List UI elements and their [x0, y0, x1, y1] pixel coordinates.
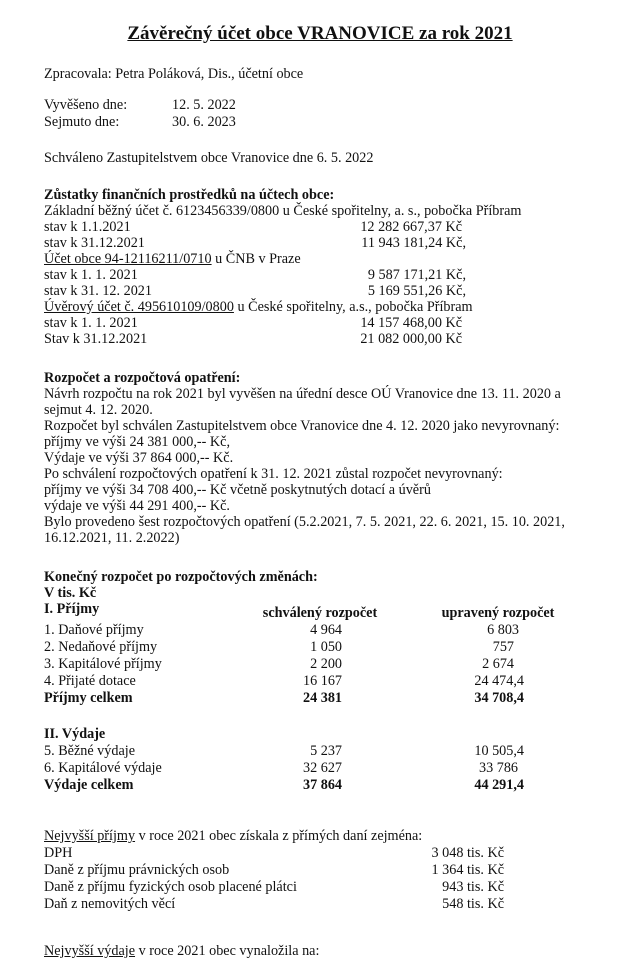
table-cell-approved: 32 627 [302, 760, 342, 776]
budget-line: Rozpočet byl schválen Zastupitelstvem obce Vranovice dne 4. 12. 2020 jako nevyrovnaný: [44, 418, 560, 434]
removed-label: Sejmuto dne: [44, 114, 120, 130]
top-income-rest: v roce 2021 obec získala z přímých daní zejména: [135, 828, 423, 844]
budget-line: Návrh rozpočtu na rok 2021 byl vyvěšen na úřední desce OÚ Vranovice dne 13. 11. 2020 a [44, 386, 561, 402]
income-item-label: DPH [44, 845, 73, 861]
top-income-link[interactable]: Nejvyšší příjmy [44, 828, 136, 844]
table-row-label: 4. Přijaté dotace [44, 673, 136, 689]
loan-account-link[interactable]: Úvěrový účet č. 495610109/0800 [44, 299, 234, 315]
income-item-value: 1 364 tis. Kč [431, 862, 504, 878]
income-heading: I. Příjmy [44, 601, 100, 617]
balance-label: stav k 31.12.2021 [44, 235, 145, 251]
budget-line: příjmy ve výši 24 381 000,-- Kč, [44, 434, 230, 450]
balance-value: 12 282 667,37 Kč [360, 219, 462, 235]
budget-line: výdaje ve výši 44 291 400,-- Kč. [44, 498, 230, 514]
budget-line: Výdaje ve výši 37 864 000,-- Kč. [44, 450, 234, 466]
balance-value: 11 943 181,24 Kč, [361, 235, 466, 251]
cnb-account-rest: u ČNB v Praze [211, 251, 301, 267]
expense-total-label: Výdaje celkem [44, 777, 134, 793]
balance-label: stav k 1. 1. 2021 [44, 267, 138, 283]
table-cell-modified: 2 674 [482, 656, 514, 672]
final-budget-heading: Konečný rozpočet po rozpočtových změnách: [44, 569, 318, 585]
table-cell-approved: 2 200 [310, 656, 342, 672]
balance-value: 14 157 468,00 Kč [360, 315, 462, 331]
col-modified-header: upravený rozpočet [441, 605, 555, 621]
balance-label: stav k 31. 12. 2021 [44, 283, 152, 299]
table-row-label: 6. Kapitálové výdaje [44, 760, 162, 776]
table-row-label: 1. Daňové příjmy [44, 622, 144, 638]
posted-label: Vyvěšeno dne: [44, 97, 128, 113]
table-row-label: 3. Kapitálové příjmy [44, 656, 162, 672]
loan-account-rest: u České spořitelny, a.s., pobočka Příbram [233, 299, 473, 315]
balances-heading: Zůstatky finančních prostředků na účtech obce: [44, 187, 335, 203]
cnb-account-link[interactable]: Účet obce 94-12116211/0710 [44, 251, 212, 267]
table-cell-modified: 33 786 [478, 760, 518, 776]
expense-total-approved: 37 864 [302, 777, 342, 793]
table-cell-approved: 4 964 [310, 622, 342, 638]
balance-label: stav k 1.1.2021 [44, 219, 131, 235]
income-total-approved: 24 381 [302, 690, 342, 706]
table-row-label: 5. Běžné výdaje [44, 743, 135, 759]
budget-line: Bylo provedeno šest rozpočtových opatření (5.2.2021, 7. 5. 2021, 22. 6. 2021, 15. 10. 2021, [44, 514, 565, 530]
balance-label: stav k 1. 1. 2021 [44, 315, 138, 331]
income-item-value: 3 048 tis. Kč [431, 845, 504, 861]
balance-value: 21 082 000,00 Kč [360, 331, 462, 347]
prepared-by: Zpracovala: Petra Poláková, Dis., účetní obce [44, 66, 304, 82]
table-cell-approved: 16 167 [302, 673, 342, 689]
income-item-value: 943 tis. Kč [442, 879, 504, 895]
income-total-modified: 34 708,4 [474, 690, 524, 706]
budget-heading: Rozpočet a rozpočtová opatření: [44, 370, 241, 386]
budget-line: 16.12.2021, 11. 2.2022) [44, 530, 180, 546]
table-cell-modified: 10 505,4 [474, 743, 524, 759]
expense-heading: II. Výdaje [44, 726, 106, 742]
income-item-value: 548 tis. Kč [442, 896, 504, 912]
income-item-label: Daň z nemovitých věcí [44, 896, 176, 912]
income-item-label: Daně z příjmu fyzických osob placené plátci [44, 879, 297, 895]
basic-account-line: Základní běžný účet č. 6123456339/0800 u České spořitelny, a. s., pobočka Příbram [44, 203, 522, 219]
balance-value: 9 587 171,21 Kč, [367, 267, 466, 283]
loan-account-line [44, 299, 473, 315]
balance-label: Stav k 31.12.2021 [44, 331, 148, 347]
cnb-account-line [44, 251, 301, 267]
income-total-label: Příjmy celkem [44, 690, 133, 706]
posted-value: 12. 5. 2022 [172, 97, 236, 113]
col-approved-header: schválený rozpočet [262, 605, 378, 621]
balance-value: 5 169 551,26 Kč, [367, 283, 466, 299]
expense-total-modified: 44 291,4 [474, 777, 524, 793]
budget-line: Po schválení rozpočtových opatření k 31. 12. 2021 zůstal rozpočet nevyrovnaný: [44, 466, 503, 482]
budget-line: příjmy ve výši 34 708 400,-- Kč včetně poskytnutých dotací a úvěrů [44, 482, 431, 498]
unit-label: V tis. Kč [44, 585, 97, 601]
top-income-line [44, 828, 422, 844]
budget-line: sejmut 4. 12. 2020. [44, 402, 153, 418]
table-cell-modified: 757 [492, 639, 514, 655]
table-cell-approved: 5 237 [310, 743, 342, 759]
document-title: Závěrečný účet obce VRANOVICE za rok 2021 [127, 23, 513, 44]
removed-value: 30. 6. 2023 [172, 114, 236, 130]
table-cell-approved: 1 050 [310, 639, 342, 655]
top-expense-rest: v roce 2021 obec vynaložila na: [135, 943, 320, 959]
top-expense-link[interactable]: Nejvyšší výdaje [44, 943, 136, 959]
income-item-label: Daně z příjmu právnických osob [44, 862, 230, 878]
table-cell-modified: 6 803 [487, 622, 519, 638]
table-row-label: 2. Nedaňové příjmy [44, 639, 158, 655]
approval-note: Schváleno Zastupitelstvem obce Vranovice dne 6. 5. 2022 [44, 150, 374, 166]
table-cell-modified: 24 474,4 [474, 673, 524, 689]
top-expense-line [44, 943, 319, 959]
